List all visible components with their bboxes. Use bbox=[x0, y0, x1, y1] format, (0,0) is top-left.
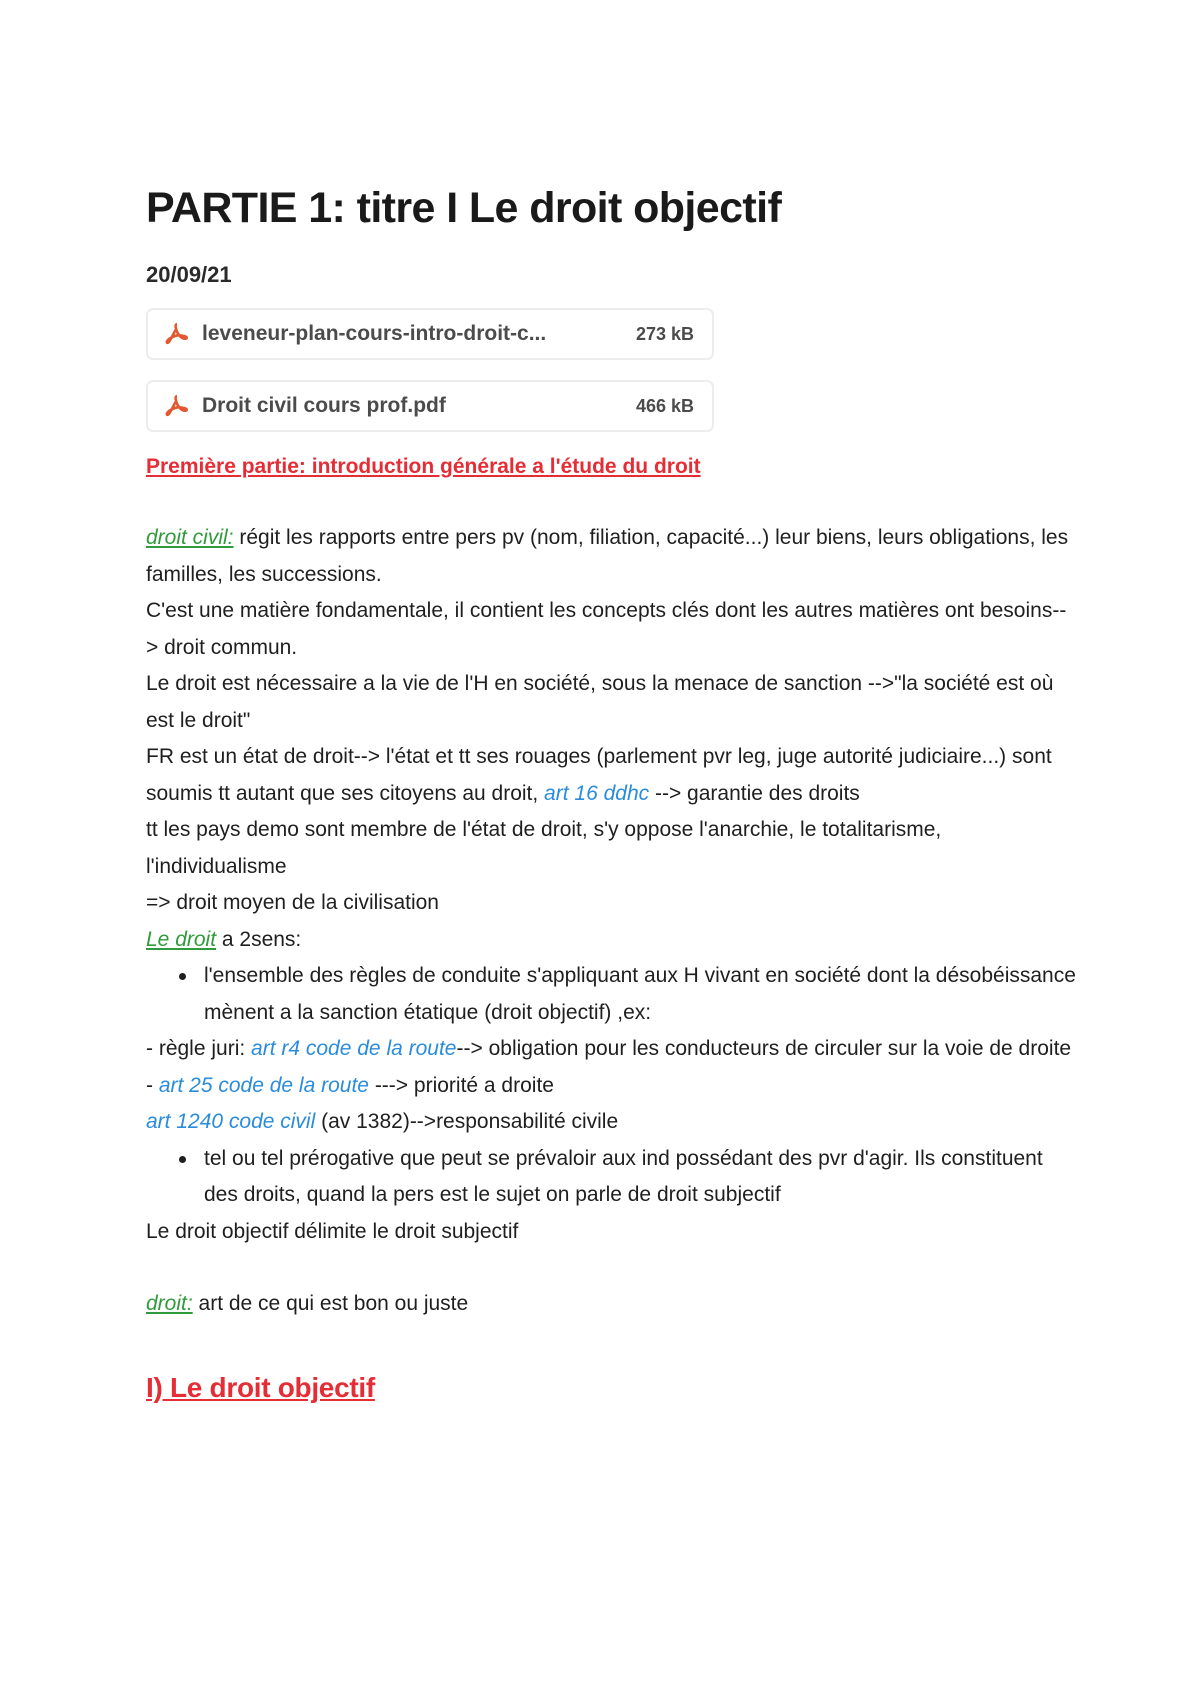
part-heading: Première partie: introduction générale a l'étude du droit bbox=[146, 455, 701, 478]
term-droit-civil: droit civil: bbox=[146, 526, 234, 549]
paragraph-droit-art bbox=[146, 1286, 1076, 1323]
term-droit: droit: bbox=[146, 1292, 193, 1315]
list-item: tel ou tel prérogative que peut se prévaloir aux ind possédant des pvr d'agir. Ils constituent des droits, quand la pers est le sujet on parle de droit subjectif bbox=[204, 1141, 1076, 1214]
paragraph-droit-civil bbox=[146, 520, 1076, 593]
attachment-size: 466 kB bbox=[635, 395, 694, 416]
paragraph-droit-necessaire: Le droit est nécessaire a la vie de l'H en société, sous la menace de sanction -->"la société est où est le droit" bbox=[146, 672, 1054, 732]
document-content bbox=[146, 180, 1076, 1407]
paragraph-civilisation: => droit moyen de la civilisation bbox=[146, 891, 439, 914]
term-le-droit: Le droit bbox=[146, 927, 217, 951]
paragraph-matiere-fondamentale: C'est une matière fondamentale, il contient les concepts clés dont les autres matières ont besoins--> droit commun. bbox=[146, 599, 1067, 659]
paragraph-text: --> obligation pour les conducteurs de circuler sur la voie de droite bbox=[456, 1037, 1072, 1060]
paragraph-le-droit-sens bbox=[146, 922, 1076, 959]
paragraph-text: FR est un état de droit--> l'état et tt ses rouages (parlement pvr leg, juge autorité judiciaire...) sont soumis tt autant que ses citoyens au droit, bbox=[146, 745, 1052, 805]
date-label: 20/09/21 bbox=[146, 262, 232, 287]
paragraph-text: régit les rapports entre pers pv (nom, filiation, capacité...) leur biens, leurs obligations, les familles, les successions. bbox=[146, 526, 1069, 586]
paragraph-art-25 bbox=[146, 1068, 1076, 1105]
paragraph-etat-de-droit bbox=[146, 739, 1076, 812]
attachment-size: 273 kB bbox=[635, 323, 694, 344]
paragraph-pays-demo: tt les pays demo sont membre de l'état de droit, s'y oppose l'anarchie, le totalitarisme, l'individualisme bbox=[146, 818, 942, 878]
paragraph-art-1240 bbox=[146, 1104, 1076, 1141]
paragraph-delimite: Le droit objectif délimite le droit subjectif bbox=[146, 1219, 519, 1243]
ref-art-16-ddhc: art 16 ddhc bbox=[544, 781, 650, 805]
paragraph-text: ---> priorité a droite bbox=[368, 1073, 554, 1097]
paragraph-text: - règle juri: bbox=[146, 1037, 252, 1060]
ref-art-r4-code-route: art r4 code de la route bbox=[251, 1037, 457, 1060]
attachment-name: leveneur-plan-cours-intro-droit-c... bbox=[202, 322, 547, 345]
bullet-list-2 bbox=[146, 1141, 1076, 1214]
page-title: PARTIE 1: titre I Le droit objectif bbox=[146, 184, 782, 232]
pdf-icon bbox=[164, 393, 190, 419]
paragraph-text: art de ce qui est bon ou juste bbox=[192, 1292, 469, 1315]
attachment-file-1[interactable] bbox=[146, 308, 714, 360]
paragraph-text: a 2sens: bbox=[216, 927, 302, 951]
paragraph-text: (av 1382)-->responsabilité civile bbox=[315, 1110, 619, 1133]
pdf-icon bbox=[164, 321, 190, 347]
section-heading: I) Le droit objectif bbox=[146, 1371, 375, 1403]
paragraph-text: - bbox=[146, 1073, 159, 1097]
ref-art-25-code-route: art 25 code de la route bbox=[158, 1073, 369, 1097]
attachment-file-2[interactable] bbox=[146, 380, 714, 432]
ref-art-1240-code-civil: art 1240 code civil bbox=[146, 1110, 316, 1133]
bullet-list-1 bbox=[146, 958, 1076, 1031]
list-item: l'ensemble des règles de conduite s'appliquant aux H vivant en société dont la désobéissance mènent a la sanction étatique (droit objectif) ,ex: bbox=[204, 958, 1076, 1031]
paragraph-text: --> garantie des droits bbox=[649, 781, 860, 805]
attachment-name: Droit civil cours prof.pdf bbox=[202, 394, 446, 417]
paragraph-regle-juri bbox=[146, 1031, 1076, 1068]
